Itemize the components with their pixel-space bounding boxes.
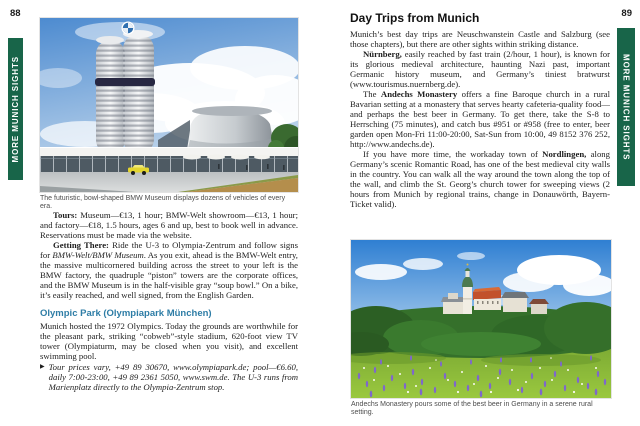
getting-there-lead: Getting There: — [53, 240, 109, 250]
nordlingen-lead: Nordlingen, — [542, 149, 587, 159]
nurnberg-lead: Nürnberg, — [363, 49, 402, 59]
tours-lead: Tours: — [53, 210, 78, 220]
olympic-tip-row — [40, 362, 298, 392]
andechs-lead: Andechs Monastery — [380, 89, 458, 99]
getting-there-paragraph: Getting There: Ride the U-3 to Olympia-Zentrum and follow signs for BMW-Welt/BMW Museum. As you exit, ahead is the BMW-Welt entry, the massive multicornered building across the street to your left is the BMW factory, the quadruple “piston” towers are the corporate offices, and the BMW Museum is in the half-visible gray “soup bowl.” On a bike, it’s easily reached, and well signed, from the English Garden. — [40, 240, 298, 300]
sidebar-tab-right-label: MORE MUNICH SIGHTS — [621, 53, 631, 161]
page-number-left: 88 — [10, 8, 21, 19]
intro-paragraph: Munich’s best day trips are Neuschwanstein Castle and Salzburg (see those chapters), but there are other sights within striking distance. — [350, 29, 610, 49]
andechs-monastery-photo — [351, 240, 611, 398]
olympic-park-paragraph: Munich hosted the 1972 Olympics. Today the grounds are worthwhile for the pleasant park, striking “cobweb”-style stadium, 620-foot view TV tower (Olympiaturm, may be closed when you visit), and excellent swimming pool. — [40, 321, 298, 361]
tours-paragraph: Tours: Museum—€13, 1 hour; BMW-Welt showroom—€13, 1 hour; and factory—€18, 1.5 hours, ages 6 and up, best to book well in advance. Reservations must be made via the website. — [40, 210, 298, 240]
andechs-paragraph: The Andechs Monastery offers a fine Baroque church in a rural Bavarian setting at a monastery that serves hearty cafeteria-quality food—and perhaps the best beer in Germany. To get there, take the S-8 to Herrsching (75 minutes), and catch bus #951 or #958 (free to enter, beer garden open Mon-Fri 11:00-20:00, Sat-Sun from 10:00, 49 8152 376 252, http://www.andechs.de). — [350, 89, 610, 149]
bmw-photo-caption: The futuristic, bowl-shaped BMW Museum displays dozens of vehicles of every era. — [40, 195, 286, 210]
bmw-museum-figure — [40, 18, 298, 211]
olympic-tip-text: Tour prices vary, +49 89 30670, www.olympiapark.de; pool—€6.60, daily 7:00-23:00, +49 89 2361 5050, www.swm.de. The U-3 runs from Marienplatz directly to the Olympia-Zentrum stop. — [48, 362, 298, 392]
right-text-column — [350, 12, 610, 209]
nurnberg-paragraph: Nürnberg, easily reached by fast train (2/hour, 1 hour), is known for its glorious medieval architecture, haunting Nazi past, important Germanic history museum, and Germany’s tiniest bratwurst (www.tourismus.nuernberg.de). — [350, 49, 610, 89]
sidebar-tab-left — [8, 38, 23, 180]
left-text-column — [40, 210, 298, 392]
sidebar-tab-right — [617, 28, 635, 186]
bmw-logo-icon — [122, 22, 135, 35]
bmw-museum-photo — [40, 18, 298, 192]
andechs-figure — [351, 240, 611, 417]
tip-arrow-icon: ▶ — [40, 363, 45, 370]
sidebar-tab-left-label: MORE MUNICH SIGHTS — [11, 55, 20, 163]
page-number-right: 89 — [621, 8, 632, 19]
day-trips-heading: Day Trips from Munich — [350, 11, 480, 25]
nordlingen-paragraph: If you have more time, the workaday town of Nordlingen, along Germany’s scenic Romantic Road, has one of the best medieval city walls in the country. You can walk all the way around the town along the top of the wall, and climb the St. Georg’s church tower for sweeping views (2 hours from Munich by regional trains, change in Donauwörth, Bayern-Ticket valid). — [350, 149, 610, 209]
andechs-photo-caption: Andechs Monastery pours some of the best beer in Germany in a serene rural setting. — [351, 401, 593, 416]
olympic-park-heading: Olympic Park (Olympiapark München) — [40, 308, 212, 319]
